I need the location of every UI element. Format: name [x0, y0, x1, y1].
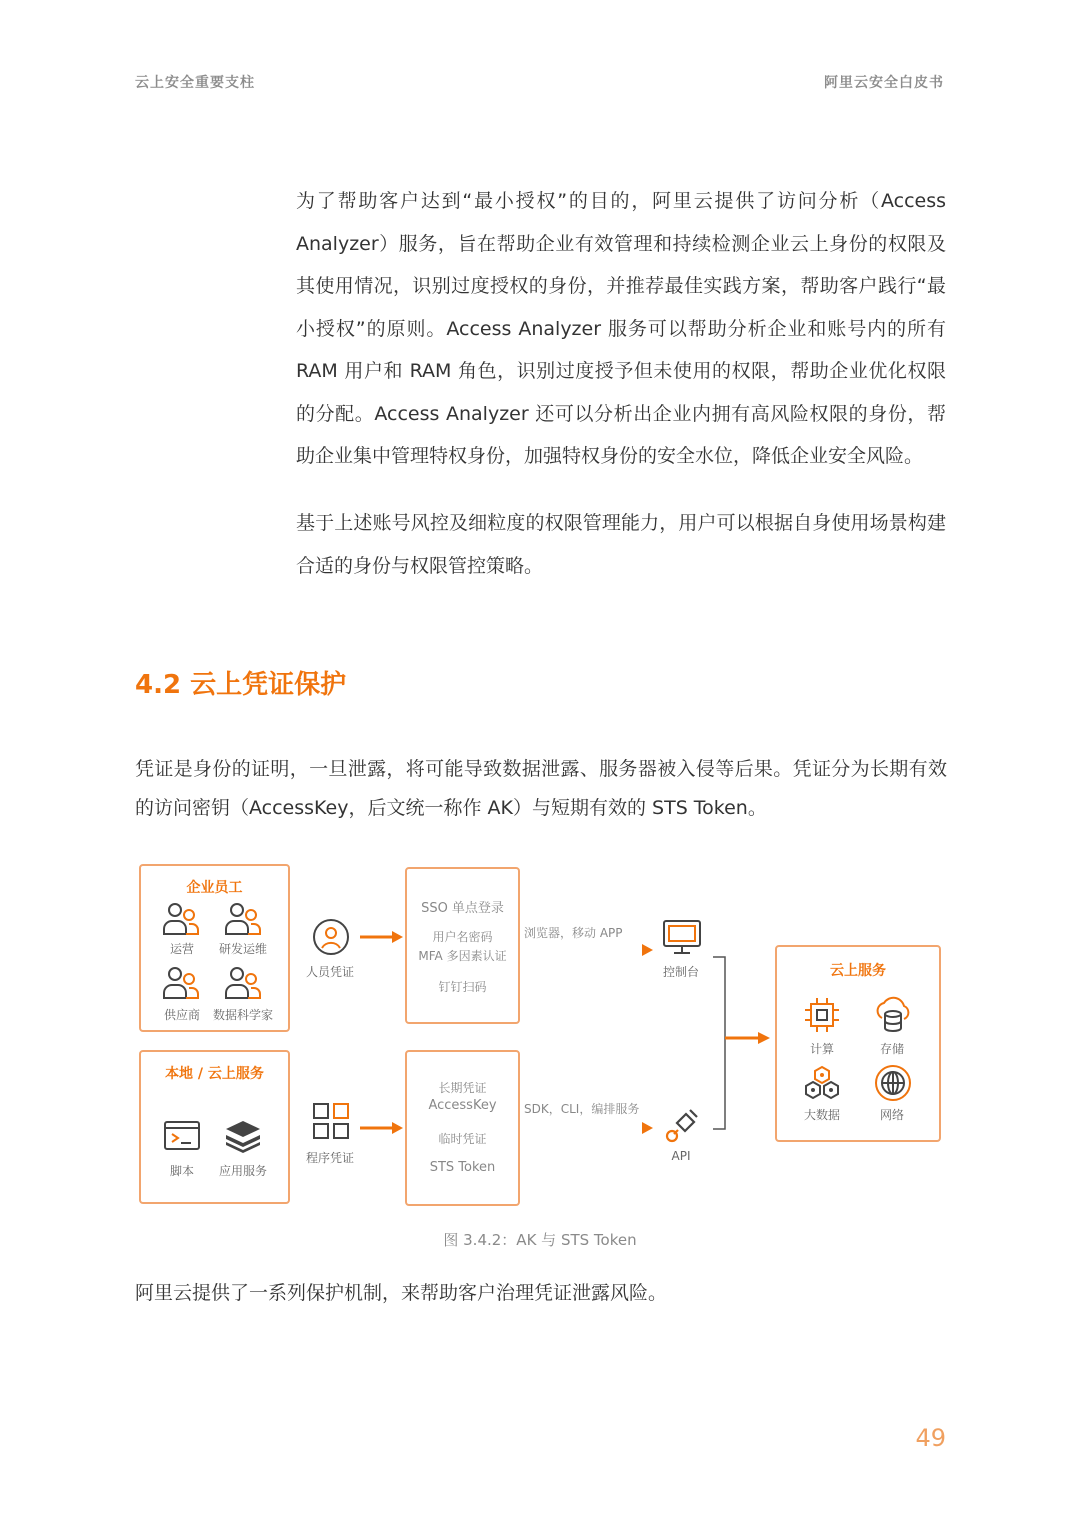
login-methods-box	[405, 867, 520, 1024]
cloud-services-title: 云上服务	[830, 963, 886, 979]
devops-user-icon	[224, 900, 262, 938]
login-method-mfa: MFA 多因素认证	[418, 949, 507, 963]
terminal-icon	[164, 1121, 200, 1151]
login-method-sso: SSO 单点登录	[421, 901, 504, 916]
local-services-title: 本地 / 云上服务	[165, 1066, 264, 1082]
login-method-dingtalk: 钉钉扫码	[438, 980, 487, 994]
cloud-item-big-data: 大数据	[803, 1108, 841, 1122]
item-label-app-service: 应用服务	[218, 1164, 268, 1178]
paragraph-access-analyzer: 为了帮助客户达到“最小授权”的目的，阿里云提供了访问分析（Access Analyzer）服务，旨在帮助企业有效管理和持续检测企业云上身份的权限及其使用情况，识别过度授权的身份，并推荐最佳实践方案，帮助客户践行“最小授权”的原则。Access Analyzer 服务可以帮助分析企业和账号内的所有 RAM 用户和 RAM 角色，识别过度授予但未使用的权限，帮助企业优化权限的分配。Access Analyzer 还可以分析出企业内拥有高风险权限的身份，帮助企业集中管理特权身份，加强特权身份的安全水位，降低企业安全风险。	[296, 190, 946, 467]
item-label-script: 脚本	[169, 1164, 195, 1178]
arrow-program-to-key	[360, 1121, 404, 1135]
paragraph-credentials: 凭证是身份的证明，一旦泄露，将可能导致数据泄露、服务器被入侵等后果。凭证分为长期有效的访问密钥（AccessKey，后文统一称作 AK）与短期有效的 STS Token。	[135, 758, 947, 819]
program-credential-label: 程序凭证	[305, 1151, 355, 1165]
cloud-item-compute: 计算	[809, 1042, 835, 1056]
monitor-icon	[663, 920, 701, 956]
network-globe-icon	[873, 1064, 913, 1102]
key-line-temporary: 临时凭证	[438, 1132, 487, 1146]
role-label-data-scientist: 数据科学家	[212, 1008, 274, 1022]
login-method-password: 用户名密码	[432, 930, 493, 944]
operations-user-icon	[162, 900, 200, 938]
merge-connector	[712, 956, 772, 1132]
console-label: 控制台	[662, 965, 700, 979]
arrow-person-to-login	[360, 930, 404, 944]
paragraph-policy: 基于上述账号风控及细粒度的权限管理能力，用户可以根据自身使用场景构建合适的身份与权限管控策略。	[296, 512, 946, 577]
role-label-operations: 运营	[169, 942, 195, 956]
section-title: 4.2 云上凭证保护	[135, 670, 347, 700]
data-scientist-user-icon	[224, 964, 262, 1002]
key-line-long-term: 长期凭证	[438, 1081, 487, 1095]
employees-title: 企业员工	[186, 880, 243, 896]
plug-icon	[664, 1108, 700, 1144]
role-label-devops: 研发运维	[218, 942, 268, 956]
supplier-user-icon	[162, 964, 200, 1002]
big-data-icon	[803, 1064, 841, 1102]
person-credential-label: 人员凭证	[305, 965, 355, 979]
layers-icon	[224, 1119, 262, 1153]
running-header-left: 云上安全重要支柱	[135, 75, 255, 91]
figure-caption: 图 3.4.2：AK 与 STS Token	[443, 1231, 637, 1249]
page-number: 49	[915, 1424, 946, 1452]
key-line-accesskey: AccessKey	[428, 1098, 497, 1113]
key-line-sts-token: STS Token	[429, 1160, 496, 1175]
running-header-right: 阿里云安全白皮书	[824, 75, 944, 91]
key-credentials-box	[405, 1050, 520, 1206]
api-label: API	[671, 1149, 691, 1163]
storage-icon	[873, 996, 913, 1034]
paragraph-protection: 阿里云提供了一系列保护机制，来帮助客户治理凭证泄露风险。	[135, 1282, 668, 1304]
arrow-key-to-api	[532, 1121, 654, 1135]
cloud-item-storage: 存储	[879, 1042, 905, 1056]
cpu-icon	[803, 996, 841, 1034]
role-label-supplier: 供应商	[163, 1008, 201, 1022]
person-credential-icon	[312, 918, 350, 956]
cloud-item-network: 网络	[879, 1108, 905, 1122]
program-credential-icon	[312, 1102, 350, 1140]
channel-bottom-label: SDK，CLI，编排服务	[524, 1102, 640, 1116]
channel-top-label: 浏览器，移动 APP	[524, 926, 623, 940]
arrow-login-to-console	[532, 943, 654, 957]
